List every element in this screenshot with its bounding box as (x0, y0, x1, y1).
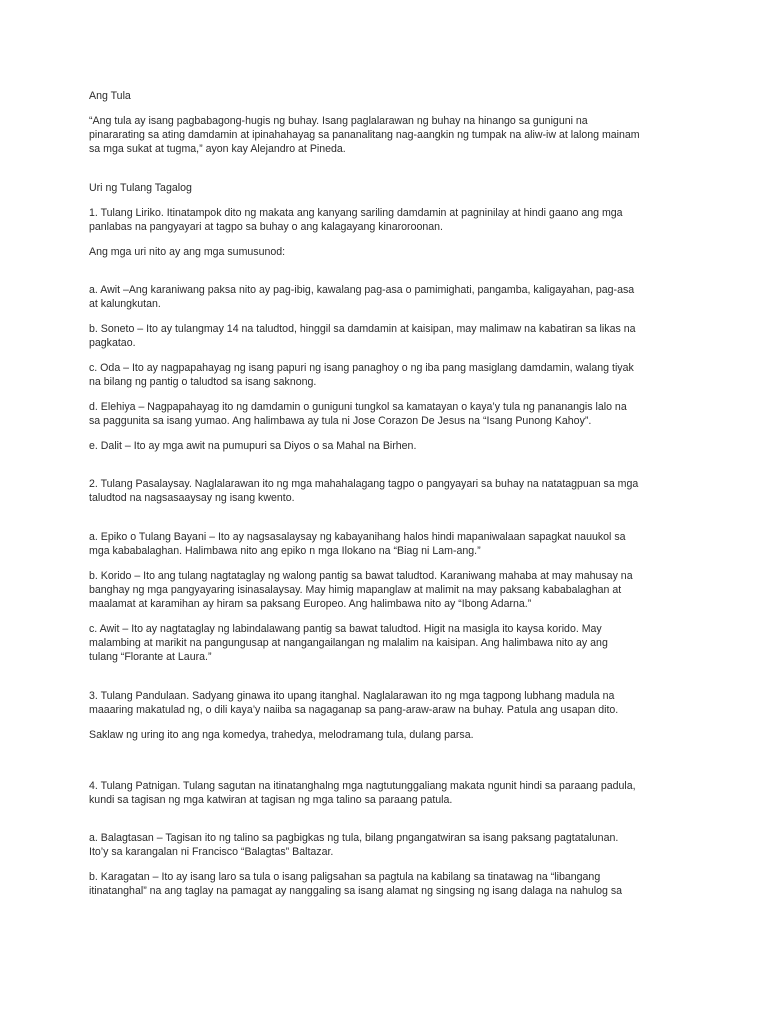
paragraph-pandulaan: 3. Tulang Pandulaan. Sadyang ginawa ito upang itanghal. Naglalarawan ito ng mga tagpong lubhang madula na maaaring makatulad ng, o dili kaya’y naiiba sa nagaganap sa pang-araw-araw na buhay. Patula ang usapan dito. (89, 690, 619, 716)
intro-paragraph: “Ang tula ay isang pagbabagong-hugis ng buhay. Isang paglalarawan ng buhay na hinango sa guniguni na pinararating sa ating damdamin at ipinahahayag sa pananalitang nag-aangkin ng tumpak na aliw-iw at lalong mainam sa mga sukat at tugma,” ayon kay Alejandro at Pineda. (89, 115, 640, 155)
paragraph-elehiya: d. Elehiya – Nagpapahayag ito ng damdamin o guniguni tungkol sa kamatayan o kaya’y tula ng pananangis lalo na sa paggunita sa isang yumao. Ang halimbawa ay tula ni Jose Corazon De Jesus na “Isang Punong Kahoy”. (89, 401, 627, 427)
paragraph-uri-intro: Ang mga uri nito ay ang mga sumusunod: (89, 246, 286, 258)
paragraph-liriko: 1. Tulang Liriko. Itinatampok dito ng makata ang kanyang sariling damdamin at pagninilay at hindi gaano ang mga panlabas na pangyayari at tagpo sa buhay o ang kalagayang kinaroroonan. (89, 207, 623, 233)
paragraph-patnigan: 4. Tulang Patnigan. Tulang sagutan na itinatanghalng mga nagtutunggaliang makata ngunit hindi sa paraang padula, kundi sa tagisan ng mga katwiran at tagisan ng mga talino sa paraang patula. (89, 780, 636, 806)
paragraph-pasalaysay: 2. Tulang Pasalaysay. Naglalarawan ito ng mga mahahalagang tagpo o pangyayari sa buhay na natatagpuan sa mga taludtod na nagsasaaysay ng isang kwento. (89, 478, 639, 504)
paragraph-saklaw: Saklaw ng uring ito ang nga komedya, trahedya, melodramang tula, dulang parsa. (89, 729, 474, 741)
paragraph-epiko: a. Epiko o Tulang Bayani – Ito ay nagsasalaysay ng kabayanihang halos hindi mapaniwalaan sapagkat nauukol sa mga kababalaghan. Halimbawa nito ang epiko n mga Ilokano na “Biag ni Lam-ang.” (89, 531, 626, 557)
section-heading: Uri ng Tulang Tagalog (89, 182, 192, 194)
document-page (89, 89, 689, 898)
paragraph-dalit: e. Dalit – Ito ay mga awit na pumupuri sa Diyos o sa Mahal na Birhen. (89, 440, 417, 452)
paragraph-soneto: b. Soneto – Ito ay tulangmay 14 na taludtod, hinggil sa damdamin at kaisipan, may malimaw na kabatiran sa likas na pagkatao. (89, 323, 636, 349)
paragraph-awit-pasalaysay: c. Awit – Ito ay nagtataglay ng labindalawang pantig sa bawat taludtod. Higit na masigla ito kaysa korido. May malambing at marikit na pangungusap at nangangailangan ng malalim na kaisipan. Ang halimbawa nito ay ang tulang “Florante at Laura.” (89, 623, 608, 663)
paragraph-karagatan: b. Karagatan – Ito ay isang laro sa tula o isang paligsahan sa pagtula na kabilang sa tinatawag na “libangang itinatanghal” na ang taglay na pamagat ay nanggaling sa isang alamat ng singsing ng isang dalaga na nahulog sa (89, 871, 623, 897)
paragraph-awit: a. Awit –Ang karaniwang paksa nito ay pag-ibig, kawalang pag-asa o pamimighati, pangamba, kaligayahan, pag-asa at kalungkutan. (89, 284, 635, 310)
document-title: Ang Tula (89, 90, 131, 102)
paragraph-balagtasan: a. Balagtasan – Tagisan ito ng talino sa pagbigkas ng tula, bilang pngangatwiran sa isang paksang pagtatalunan. Ito’y sa karangalan ni Francisco “Balagtas” Baltazar. (89, 832, 619, 858)
paragraph-korido: b. Korido – Ito ang tulang nagtataglay ng walong pantig sa bawat taludtod. Karaniwang mahaba at may mahusay na banghay ng mga pangyayaring isinasalaysay. May himig mapanglaw at malimit na may paksang kababalaghan at maalamat at karamihan ay hiram sa paksang Europeo. Ang halimbawa nito ay “Ibong Adarna.” (89, 570, 633, 610)
paragraph-oda: c. Oda – Ito ay nagpapahayag ng isang papuri ng isang panaghoy o ng iba pang masiglang damdamin, walang tiyak na bilang ng pantig o taludtod sa isang saknong. (89, 362, 634, 388)
